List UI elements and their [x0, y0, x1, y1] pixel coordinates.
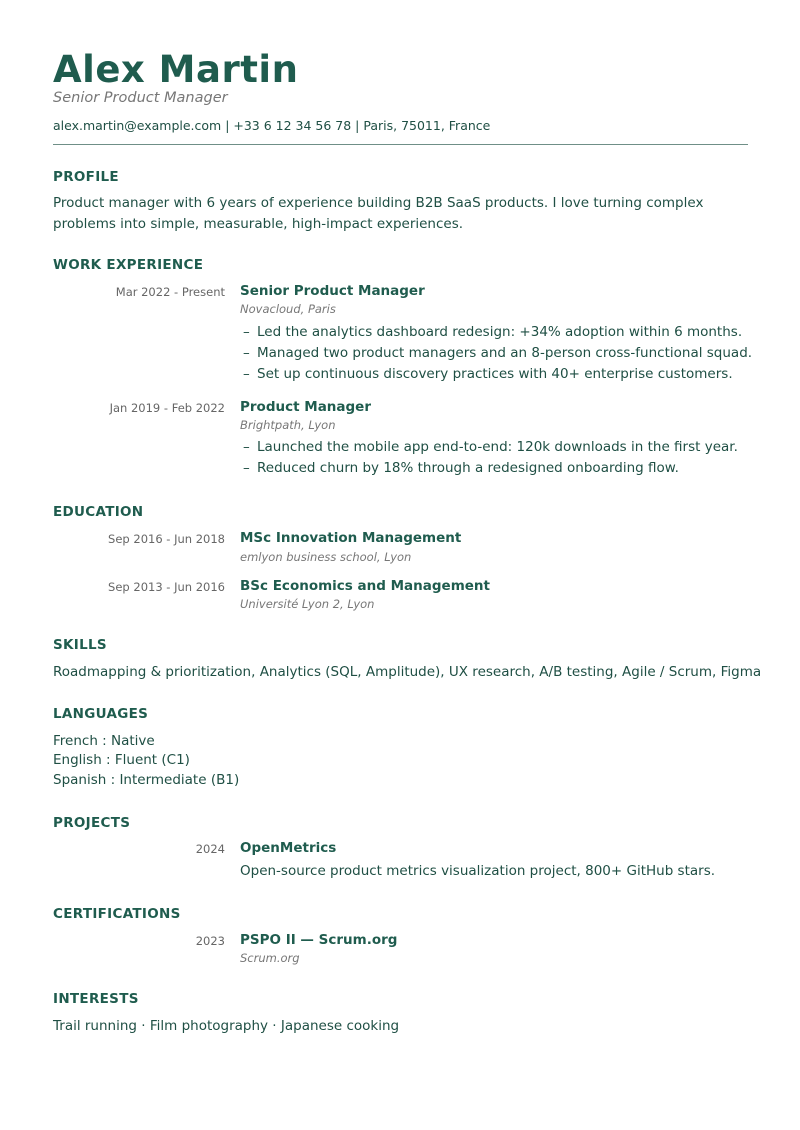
job-bullet: – Led the analytics dashboard redesign: +34% adoption within 6 months.	[243, 324, 743, 340]
profile-text: Product manager with 6 years of experience building B2B SaaS products. I love turning complex problems into simple, measurable, high-impact experiences.	[53, 195, 704, 232]
header-divider	[53, 144, 748, 145]
job-org: Brightpath, Lyon	[240, 418, 336, 432]
contact-line: alex.martin@example.com | +33 6 12 34 56 78 | Paris, 75011, France	[53, 118, 491, 133]
job-bullet: – Reduced churn by 18% through a redesigned onboarding flow.	[243, 460, 679, 476]
skills-heading: SKILLS	[53, 637, 107, 653]
job-bullets	[243, 322, 752, 385]
project-year: 2024	[195, 842, 225, 856]
job-bullets	[243, 437, 738, 479]
job-bullet: – Launched the mobile app end-to-end: 120k downloads in the first year.	[243, 439, 738, 455]
education-degree: MSc Innovation Management	[240, 530, 462, 546]
projects-heading: PROJECTS	[53, 815, 131, 831]
candidate-title: Senior Product Manager	[53, 90, 228, 106]
job-dates: Jan 2019 - Feb 2022	[109, 401, 225, 415]
job-role: Product Manager	[240, 399, 371, 415]
languages-heading: LANGUAGES	[53, 706, 149, 722]
job-bullet: – Managed two product managers and an 8-person cross-functional squad.	[243, 345, 753, 361]
education-dates: Sep 2013 - Jun 2016	[108, 580, 225, 594]
candidate-name: Alex Martin	[53, 48, 299, 91]
education-school: emlyon business school, Lyon	[240, 550, 412, 564]
job-dates: Mar 2022 - Present	[115, 285, 225, 299]
profile-heading: PROFILE	[53, 169, 119, 185]
certification-issuer: Scrum.org	[240, 951, 300, 965]
skills-text: Roadmapping & prioritization, Analytics (SQL, Amplitude), UX research, A/B testing, Agile / Scrum, Figma	[53, 664, 762, 680]
certification-name: PSPO II — Scrum.org	[240, 932, 398, 948]
language-item: French : Native	[53, 733, 155, 749]
project-description: Open-source product metrics visualization project, 800+ GitHub stars.	[240, 863, 716, 879]
project-name: OpenMetrics	[240, 840, 337, 856]
education-school: Université Lyon 2, Lyon	[240, 597, 375, 611]
education-degree: BSc Economics and Management	[240, 578, 490, 594]
language-item: English : Fluent (C1)	[53, 752, 190, 768]
certifications-heading: CERTIFICATIONS	[53, 906, 181, 922]
experience-heading: WORK EXPERIENCE	[53, 257, 204, 273]
education-heading: EDUCATION	[53, 504, 144, 520]
certification-year: 2023	[195, 934, 225, 948]
language-item: Spanish : Intermediate (B1)	[53, 772, 240, 788]
interests-heading: INTERESTS	[53, 991, 139, 1007]
interests-text: Trail running · Film photography · Japanese cooking	[53, 1018, 400, 1034]
job-role: Senior Product Manager	[240, 283, 425, 299]
education-dates: Sep 2016 - Jun 2018	[108, 532, 225, 546]
job-bullet: – Set up continuous discovery practices with 40+ enterprise customers.	[243, 366, 733, 382]
job-org: Novacloud, Paris	[240, 302, 336, 316]
